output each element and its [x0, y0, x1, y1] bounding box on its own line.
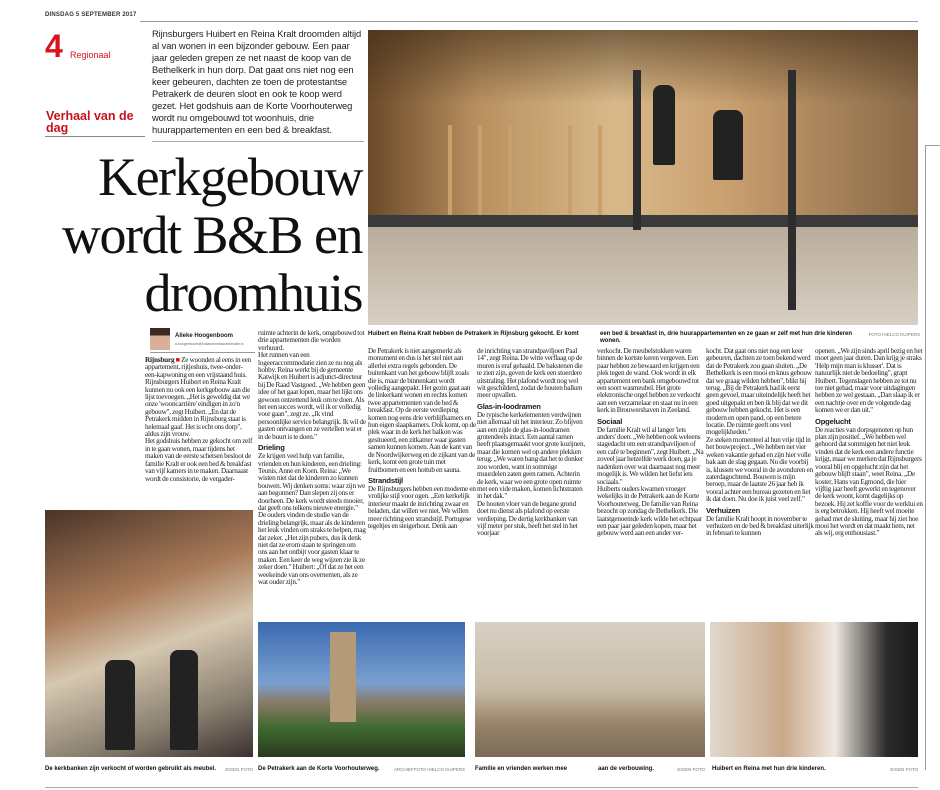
article-column-2 — [258, 330, 366, 586]
subheading: Drieling — [258, 443, 285, 453]
author-byline — [150, 328, 255, 353]
photo-person — [105, 660, 135, 750]
photo-caption: Huibert en Reina met hun drie kinderen. — [712, 766, 826, 772]
photo-post — [788, 70, 796, 310]
article-column-5 — [597, 348, 705, 538]
paragraph: De reacties van dorpsgenoten op hun plan zijn positief. „We hebben wel gehoord dat sommigen het niet leuk vinden dat de kerk een andere functie krijgt, maar we merken dat Rijnsburgers vooral blij en opgelucht zijn dat het gebouw blijft staan", weet Reina. „De koster, Hans van Egmond, die hier vijftig jaar heeft gewerkt en tegenover de kerk woont, komt dagelijks op bezoek. Hij zet koffie voor de werklui en is erg betrokken. Hij heeft wel moeite gehad met de sluiting, maar hij ziet hoe mooi het wordt en dat maakt hem, net als wij, erg enthousiast." — [815, 425, 923, 538]
photo-person — [653, 85, 675, 165]
article-column-7 — [815, 348, 923, 538]
photo-caption: De kerkbanken zijn verkocht of worden gebruikt als meubel. — [45, 766, 217, 772]
divider — [45, 787, 918, 788]
paragraph: Huiberts ouders kwamen vroeger wekelijks in de Petrakerk aan de Korte Voorhouterweg. De familie van Reina bezocht op zondag de Bethelkerk. Die laatstgenoemde kerk wilde het echtpaar een paar jaar geleden kopen, maar het gebouw werd aan een ander ver- — [597, 484, 702, 538]
photo-post — [633, 70, 641, 230]
paragraph: Het runnen van een logeeraccommodatie zien ze nu nog als hobby. Reina werkt bij de gemeente Katwijk en Huibert is adjunct-directeur bij De Raad Vastgoed. „We hebben geen idee of het gaat lopen, maar het lijkt ons gewoon ontzettend leuk om te doen. Als het een succes wordt, wil ik er volledig voor gaan", zegt ze. „Ik vind persoonlijke service belangrijk. Ik wil de gasten ontvangen en ze vertellen wat er in de buurt is te doen." — [258, 351, 366, 441]
adjacent-article-border — [925, 145, 940, 770]
photo-person — [170, 650, 198, 750]
rubric-label: Verhaal van de dag — [46, 109, 134, 135]
article-intro: Rijnsburgers Huibert en Reina Kralt droomden altijd al van wonen in een bijzonder gebouw. Een paar jaar geleden grepen ze net naast de koop van de Bethelkerk in hun dorp. Dat gaat ons niet nog een keer gebeuren, dachten ze toen de protestantse Petrakerk de deuren sloot en ook te koop werd gezet. Het godshuis aan de Korte Voorhouterweg wordt nu omgebouwd tot woonhuis, drie huurappartementen en een bed & breakfast. — [152, 28, 362, 135]
photo-credit: EIGEN FOTO — [677, 767, 705, 772]
main-photo-credit: FOTO HIELCO KUIPERS — [868, 332, 920, 337]
paragraph-text: Ze woonden al eens in een appartement, rijtjeshuis, twee-onder-een-kapwoning en een vrijstaand huis. Rijnsburgers Huibert en Reina Kralt kunnen nu ook een kerkgebouw aan die lijst toevoegen. „Het is geweldig dat we onze 'wooncarrière' eindigen in zo'n gebouw", zegt Huibert. „En dat de Petrakerk midden in Rijnsburg staat is helemaal gaaf. Het is echt ons dorp", aldus zijn vrouw. — [145, 356, 252, 439]
paragraph: verkocht. De meubelstukken waren binnen de kortste keren vergeven. Een paar hebben ze bewaard en krijgen een plek tegen de wand. Ook wordt in elk appartement een bank omgebouwd tot een soort wasmeubel. Het grote elektronische orgel hebben ze verkocht aan een verzamelaar en staat nu in een kerk in Brouwershaven in Zeeland. — [597, 347, 701, 415]
paragraph: ruimte achterin de kerk, omgebouwd tot drie appartementen die worden verhuurd. — [258, 329, 365, 352]
author-avatar — [150, 328, 170, 350]
paragraph: Ze steken momenteel al hun vrije tijd in het bouwproject. „We hebben net vier weken vakantie gehad en zijn hier volle bak aan de slag gegaan. Nu die voorbij is, klussen we vooral in de avonduren en zaterdagochtend. Bouwen is mijn beroep, maar de laatste 26 jaar heb ik vooral achter een bureau gezeten en liet ik dat doen. Nu doe ik juist veel zelf." — [706, 435, 813, 504]
paragraph: De typische kerkelementen verdwijnen niet allemaal uit het interieur. Zo blijven aan een zijde de glas-in-loodramen grotendeels intact. Een aantal ramen heeft plaatsgemaakt voor grote kozijnen, maar die komen wel op andere plekken terug. „We waren bang dat het te donker zou worden, want in sommige muurdelen zaten geen ramen. Achterin de kerk, waar we een grote open ruimte met een vide maken, komen lichtstraten in het dak." — [477, 410, 585, 501]
photo-church-exterior — [258, 622, 465, 757]
photo-credit: EIGEN FOTO — [890, 767, 918, 772]
paragraph: openen. „We zijn sinds april bezig en het moet geen jaar duren. Dan krijg je straks 'Help mijn man is klusser'. Dat is natuurlijk niet de bedoeling", grapt Huibert. Tegenslagen hebben ze tot nu toe niet gehad, maar voor uitdagingen hebben ze wel gestaan. „Dan slaap ik er een nachtje over en de volgende dag komen we er dan uit." — [815, 347, 923, 415]
photo-caption-box — [475, 766, 593, 773]
photo-pews — [45, 510, 253, 757]
paragraph — [145, 357, 253, 438]
article-headline: Kerkgebouw wordt B&B en droomhuis — [62, 147, 362, 323]
issue-date: DINSDAG 5 SEPTEMBER 2017 — [45, 12, 137, 18]
photo-family — [710, 622, 918, 757]
subheading: Opgelucht — [815, 416, 851, 426]
photo-credit: ARCHIEFFOTO HIELCO KUIPERS — [393, 767, 465, 772]
photo-stud — [538, 125, 542, 220]
photo-floor — [368, 222, 918, 325]
main-photo-caption-left-box — [368, 331, 596, 338]
photo-credit: EIGEN FOTO — [225, 767, 253, 772]
subheading: Strandstijl — [368, 475, 403, 485]
paragraph: de inrichting van strandpaviljoen Paal 14", zegt Reina. De witte verflaag op de muren is eraf gehaald. De bakstenen die te zien zijn, geven de kerk een stoerdere uitstraling. Het plafond wordt nog wel wit geschilderd, zodat de houten balken meer opvallen. — [477, 347, 583, 400]
paragraph: De ouders vinden de studie van de drieling belangrijk, maar als de kinderen het leuk vinden om straks te helpen, mag dat zeker. „Het zijn pubers, dus ik denk niet dat ze erom staan te springen om ons aan het ontbijt voor gasten klaar te maken. Een keer de weg wijzen zie ik ze zeker doen." Huibert: „Of dat ze het een weekeinde van ons overnemen, als ze wat ouder zijn." — [258, 511, 366, 586]
main-photo-caption-left: Huibert en Reina Kralt hebben de Petrakerk in Rijnsburg gekocht. Er komt — [368, 331, 579, 337]
paragraph: De familie Kralt wil al langer 'iets anders' doen. „We hebben ook weleens stagedacht om een strandpaviljoen of een café te beginnen", zegt Huibert. „Na zoveel jaar hetzelfde werk doen, ga je nadenken over wat daarnaast nog meer mogelijk is. We wilden het liefst iets sociaals." — [597, 425, 704, 486]
photo-caption: De Petrakerk aan de Korte Voorhouterweg. — [258, 766, 380, 772]
article-column-6 — [706, 348, 814, 538]
section-number: 4 — [45, 28, 63, 64]
photo-stud — [598, 125, 602, 220]
paragraph: kocht. Dat gaat ons niet nog een keer gebeuren, dachten ze toen bekend werd dat de Petrakerk zou gaan sluiten. „De Bethelkerk is een mooi en knus gebouw dat we graag wilden hebben", blikt hij terug. „Bij de Petrakerk had ik eerst geen gevoel, maar uiteindelijk heeft het goed uitgepakt en ben ik blij dat we dit gebouw hebben gekocht. Het is een modern en open pand, op een betere locatie. De ruimte geeft ons veel mogelijkheden." — [706, 347, 812, 437]
main-photo-caption-right: een bed & breakfast in, drie huurappartementen en ze gaan er zelf met hun drie kinderen wonen. — [600, 331, 853, 344]
photo-stud — [568, 125, 572, 220]
divider — [152, 141, 364, 142]
author-name: Alieke Hoogenboom — [175, 333, 234, 339]
photo-caption-continued: aan de verbouwing. — [598, 766, 655, 772]
section-name: Regionaal — [70, 50, 111, 60]
main-photo-church-interior — [368, 30, 918, 325]
photo-renovation — [475, 622, 705, 757]
photo-caption: Familie en vrienden werken mee — [475, 766, 568, 772]
photo-steel-beam — [368, 215, 918, 227]
photo-caption-box — [45, 766, 253, 773]
divider — [140, 21, 918, 22]
dateline: Rijnsburg — [145, 356, 175, 364]
article-column-4 — [477, 348, 585, 538]
subheading: Verhuizen — [706, 505, 741, 515]
paragraph: Het godshuis hebben ze gekocht om zelf in te gaan wonen, maar tijdens het maken van de eerste schetsen besloot de familie Kralt er ook een bed & breakfast van vijf kamers in te maken. Daarnaast wordt de consistorie, de vergader- — [145, 437, 253, 483]
bullet-icon: ■ — [174, 356, 180, 364]
main-photo-caption-right-box — [600, 331, 920, 345]
photo-stud — [508, 125, 512, 220]
photo-caption-box — [258, 766, 465, 773]
photo-person — [713, 110, 743, 180]
photo-church-tower — [330, 632, 356, 722]
photo-caption-box — [712, 766, 918, 773]
subheading: Glas-in-loodramen — [477, 401, 541, 411]
paragraph: De Rijnsburgers hebben een moderne en vrolijke stijl voor ogen. „Een kerkelijk interieur maakt de inrichting zwaar en beladen, dat willen we niet. We willen meer richting een strandstijl. Portugese tegeltjes en steigerhout. Denk aan — [368, 484, 476, 530]
paragraph: De familie Kralt hoopt in november te verhuizen en de bed & breakfast uiterlijk in februari te kunnen — [706, 514, 814, 538]
paragraph: De Petrakerk is niet aangemerkt als monument en dus is het stel niet aan allerlei extra regels gebonden. De buitenkant van het gebouw blijft zoals die is, maar de binnenkant wordt volledig aangepakt. Het gezin gaat aan de linkerkant wonen en rechts komen twee appartementen van de bed & breakfast. Op de eerste verdieping komen nog eens drie verblijfkamers en hun eigen slaapkamers. Ook komt, op de plek waar in de kerk het balkon was gesitueerd, een zitkamer waar gasten samen kunnen komen. Aan de kant van de Noordwijkerweg en de zijkant van de kerk, komt een grote tuin met fruitbomen en een hottub en sauna. — [368, 347, 476, 474]
subheading: Sociaal — [597, 416, 623, 426]
paragraph: De houten vloer van de begane grond doet nu dienst als plafond op eerste verdieping. De dertig kerkbanken van vijf meter per stuk, heeft het stel in het voorjaar — [477, 499, 578, 538]
author-email[interactable]: a.hoogenboom@hollandmediacombinatie.nl — [175, 342, 244, 346]
photo-stud — [478, 125, 482, 220]
divider — [45, 136, 145, 137]
photo-stud — [448, 125, 452, 220]
article-column-3 — [368, 348, 476, 530]
photo-caption-box — [598, 766, 705, 773]
article-column-1 — [145, 357, 253, 483]
paragraph: Ze krijgen veel hulp van familie, vrienden en hun kinderen, een drieling: Teunis, Anne en Koen. Reina: „We wisten niet dat de kinderen zo kunnen bouwen. Wij denken soms: waar zijn we aan begonnen? Dan slepen zij ons er doorheen. De kerk wordt steeds mooier, dat geeft ons telkens nieuwe energie." — [258, 452, 366, 512]
